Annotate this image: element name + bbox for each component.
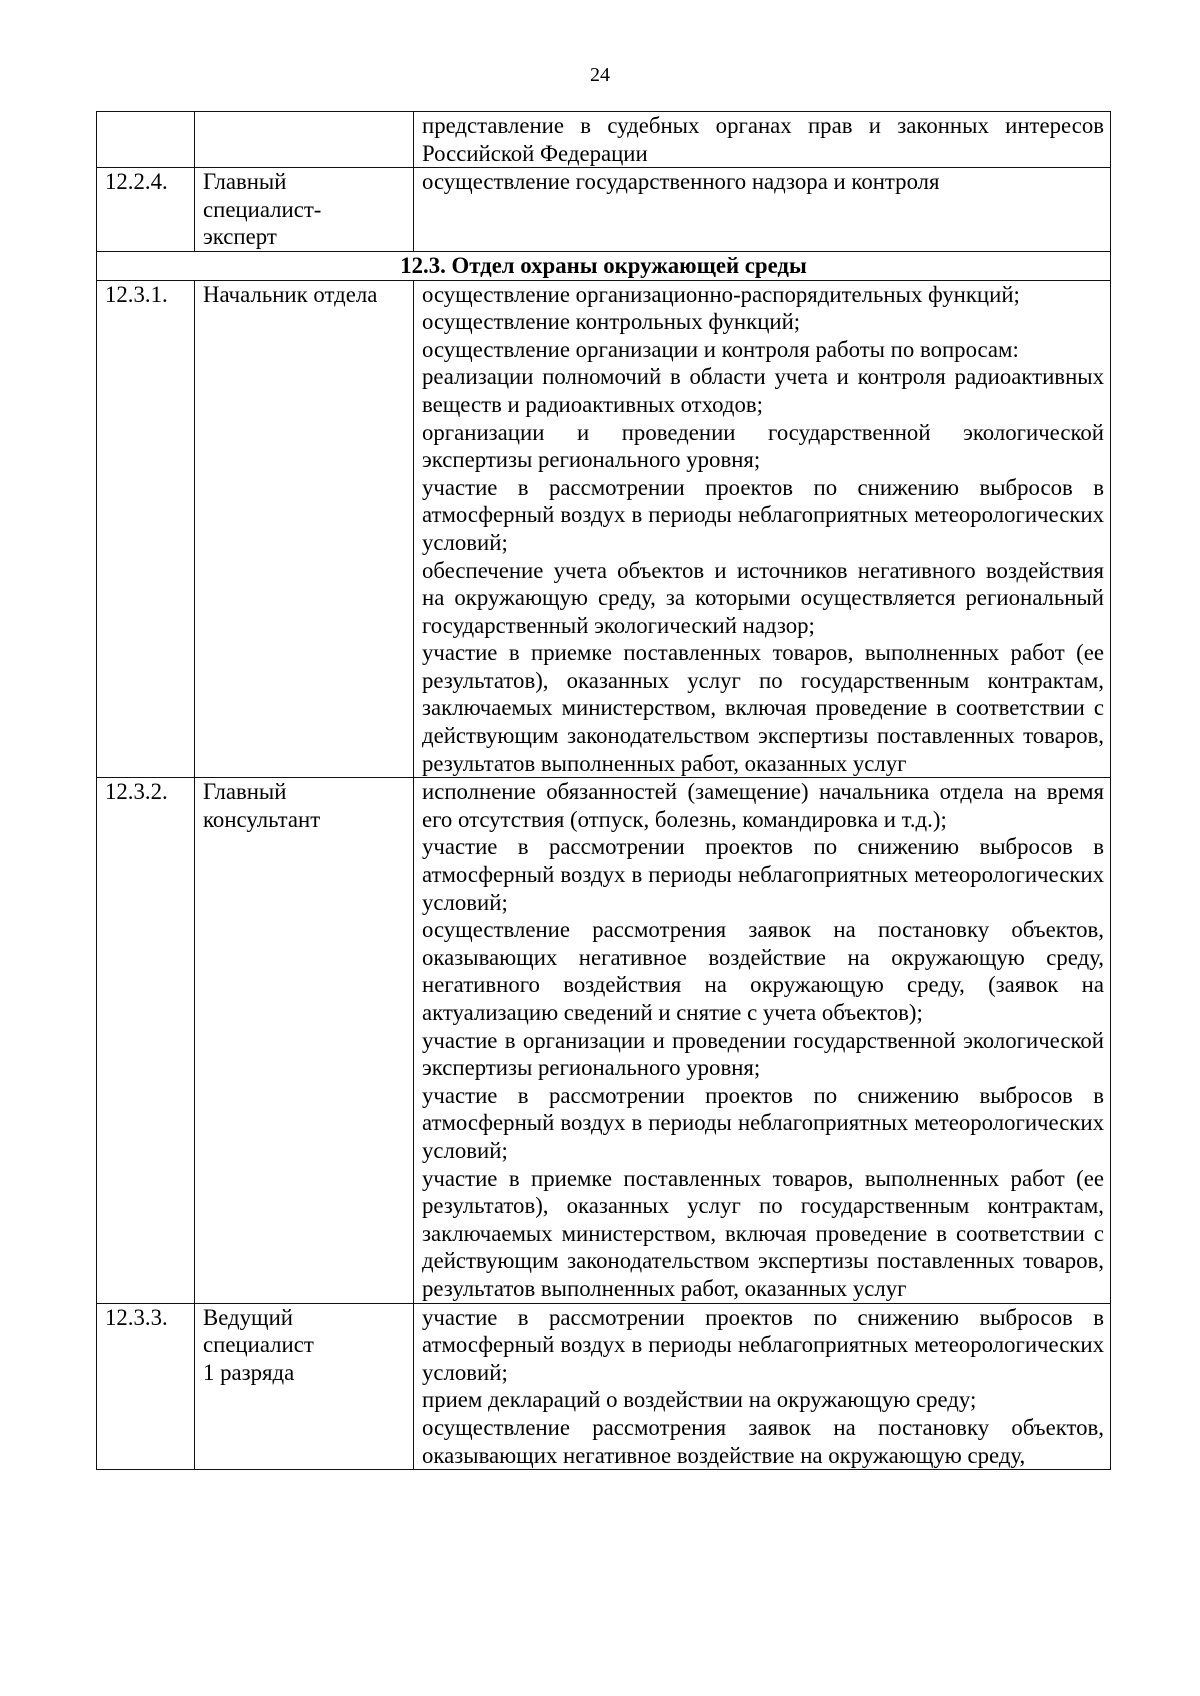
position-title-line: эксперт: [203, 224, 277, 250]
duty-item: участие в организации и проведении государственной экологической экспертизы регионального уровня;: [422, 1027, 1104, 1081]
duty-item: участие в рассмотрении проектов по снижению выбросов в атмосферный воздух в периоды неблагоприятных метеорологических условий;: [422, 834, 1104, 915]
position-cell: [195, 778, 414, 1303]
position-cell: [195, 1303, 414, 1470]
duty-item: участие в приемке поставленных товаров, выполненных работ (ее результатов), оказанных услуг по государственным контрактам, заключаемых министерством, включая проведение в соответствии с действующим законодательством экспертизы поставленных товаров, результатов выполненных работ, оказанных услуг: [422, 1165, 1104, 1301]
table-row: [97, 168, 1111, 252]
table-row: [97, 1303, 1111, 1470]
table-row: [97, 280, 1111, 778]
position-title-line: специалист: [203, 1332, 314, 1358]
table-row: [97, 778, 1111, 1303]
duty-item: осуществление государственного надзора и контроля: [422, 169, 940, 195]
duties-cell: [414, 778, 1111, 1303]
duties-cell: [414, 168, 1111, 252]
position-cell: [195, 112, 414, 168]
page-number: 24: [590, 64, 610, 86]
duty-item: осуществление рассмотрения заявок на постановку объектов, оказывающих негативное воздействие на окружающую среду,: [422, 1414, 1104, 1468]
duty-item: осуществление организационно-распорядительных функций;: [422, 281, 1020, 307]
duty-item: прием деклараций о воздействии на окружающую среду;: [422, 1387, 977, 1413]
duties-cell: [414, 112, 1111, 168]
duty-item: организации и проведении государственной экологической экспертизы регионального уровня;: [422, 419, 1104, 473]
position-title-line: консультант: [203, 806, 321, 832]
position-title-line: Ведущий: [203, 1304, 293, 1330]
duty-item: участие в приемке поставленных товаров, выполненных работ (ее результатов), оказанных услуг по государственным контрактам, заключаемых министерством, включая проведение в соответствии с действующим законодательством экспертизы поставленных товаров, результатов выполненных работ, оказанных услуг: [422, 640, 1104, 776]
item-number: 12.3.1.: [97, 280, 195, 778]
duties-cell: [414, 1303, 1111, 1470]
position-cell: [195, 280, 414, 778]
duty-item: обеспечение учета объектов и источников негативного воздействия на окружающую среду, за которыми осуществляется региональный государственный экологический надзор;: [422, 557, 1104, 638]
position-title-line: Главный: [203, 779, 287, 805]
item-number: [97, 112, 195, 168]
position-title-line: Начальник отдела: [203, 281, 378, 307]
duties-table: [96, 111, 1111, 1470]
duty-item: реализации полномочий в области учета и контроля радиоактивных веществ и радиоактивных отходов;: [422, 364, 1104, 417]
duty-item: исполнение обязанностей (замещение) начальника отдела на время его отсутствия (отпуск, болезнь, командировка и т.д.);: [422, 779, 1104, 832]
duties-cell: [414, 280, 1111, 778]
item-number: 12.3.2.: [97, 778, 195, 1303]
section-title: 12.3. Отдел охраны окружающей среды: [97, 251, 1111, 280]
duty-item: осуществление контрольных функций;: [422, 309, 801, 335]
duty-item: участие в рассмотрении проектов по снижению выбросов в атмосферный воздух в периоды неблагоприятных метеорологических условий;: [422, 1082, 1104, 1163]
duty-item: участие в рассмотрении проектов по снижению выбросов в атмосферный воздух в периоды неблагоприятных метеорологических условий;: [422, 1304, 1104, 1385]
section-header-row: [97, 251, 1111, 280]
item-number: 12.3.3.: [97, 1303, 195, 1470]
duty-item: представление в судебных органах прав и законных интересов Российской Федерации: [422, 113, 1104, 166]
item-number: 12.2.4.: [97, 168, 195, 252]
table-row: [97, 112, 1111, 168]
duty-item: осуществление рассмотрения заявок на постановку объектов, оказывающих негативное воздействие на окружающую среду, негативного воздействия на окружающую среду, (заявок на актуализацию сведений и снятие с учета объектов);: [422, 917, 1104, 1025]
position-cell: [195, 168, 414, 252]
position-title-line: специалист-: [203, 196, 322, 222]
position-title-line: Главный: [203, 169, 287, 195]
duty-item: осуществление организации и контроля работы по вопросам:: [422, 336, 1019, 362]
position-title-line: 1 разряда: [203, 1359, 295, 1385]
duty-item: участие в рассмотрении проектов по снижению выбросов в атмосферный воздух в периоды неблагоприятных метеорологических условий;: [422, 474, 1104, 555]
duties-table-body: [97, 112, 1111, 1470]
